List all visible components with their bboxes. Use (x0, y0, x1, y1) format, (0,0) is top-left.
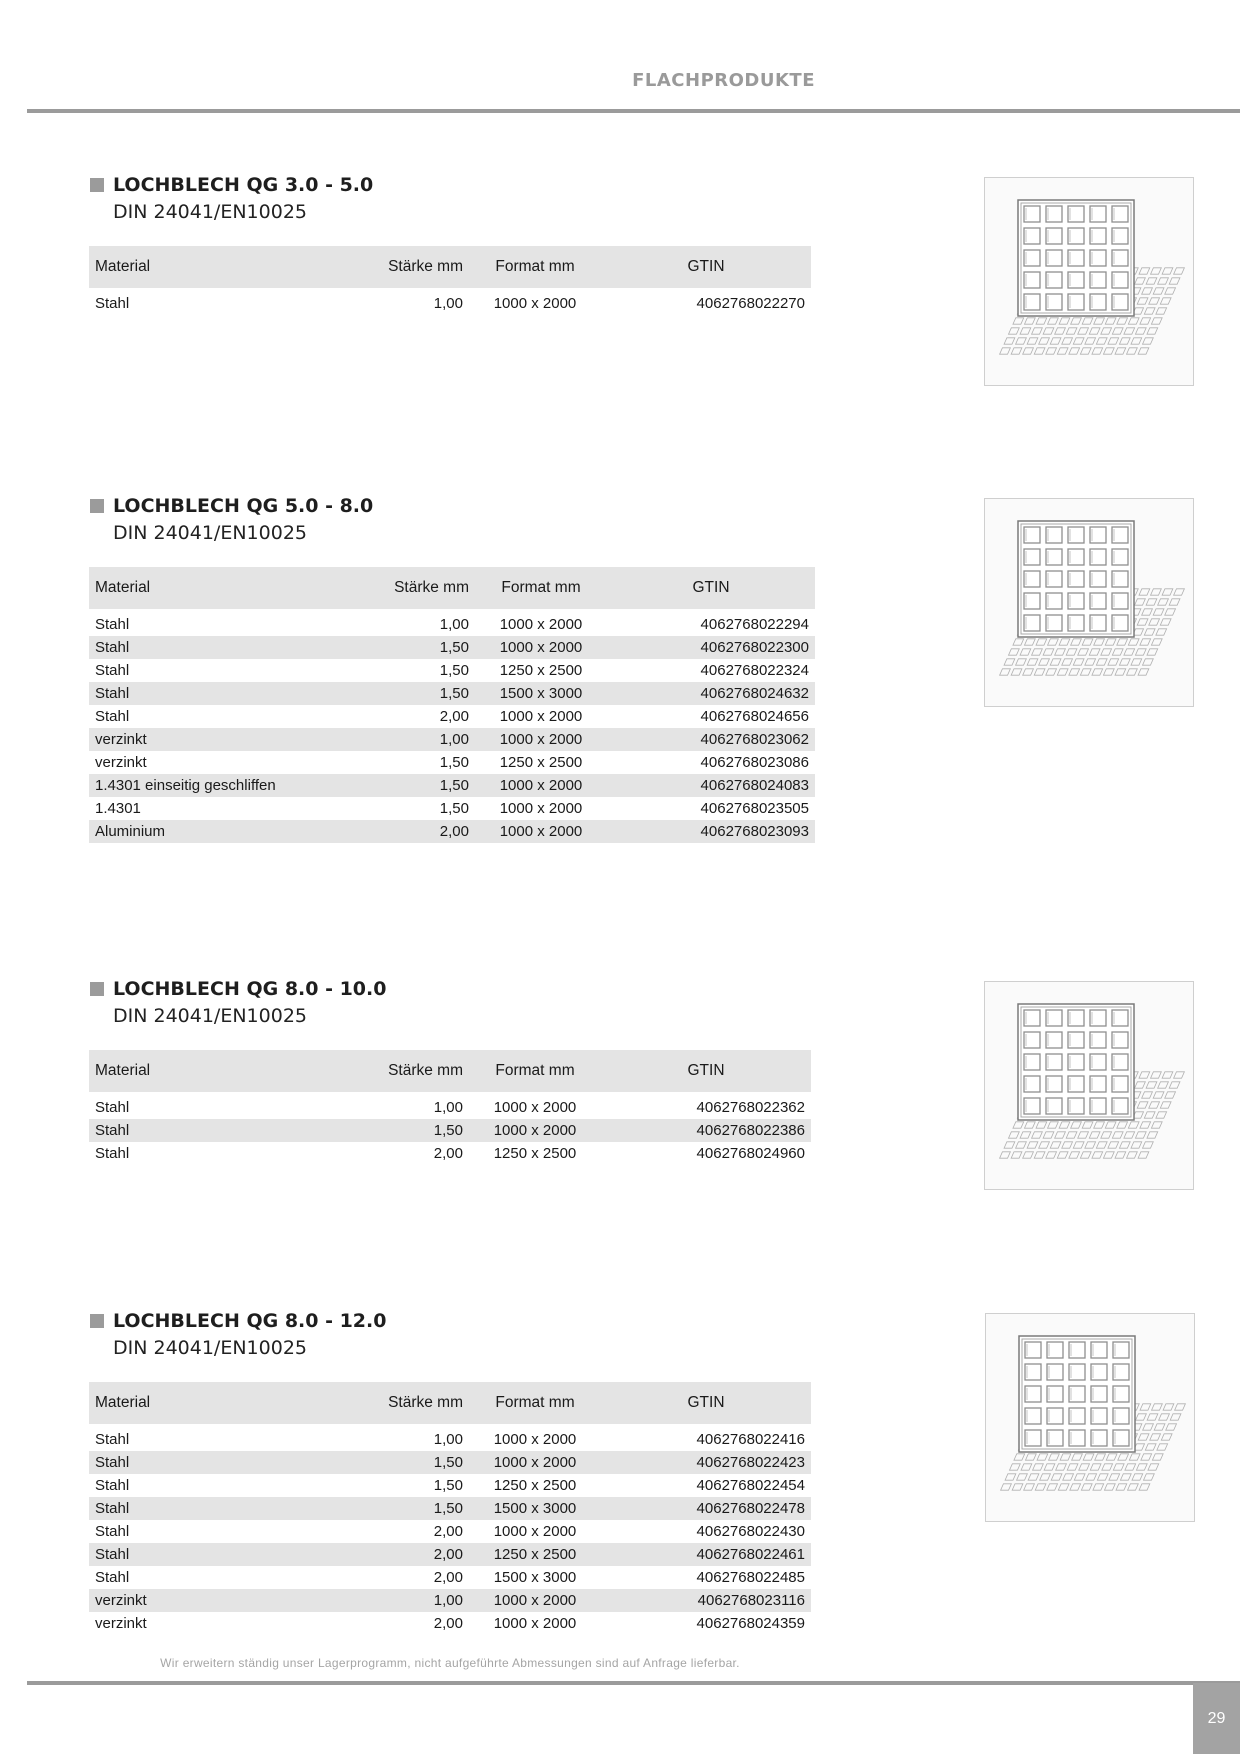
cell-gtin: 4062768022416 (696, 1431, 805, 1448)
cell-gtin: 4062768022324 (700, 662, 809, 679)
cell-material: verzinkt (89, 1589, 351, 1612)
cell-format: 1250 x 2500 (499, 662, 583, 679)
column-header-material: Material (89, 567, 357, 609)
product-table (89, 1050, 811, 1165)
header-divider (27, 109, 1240, 113)
table-row (89, 1612, 811, 1635)
cell-format: 1500 x 3000 (493, 1569, 577, 1586)
footer-note: Wir erweitern ständig unser Lagerprogramm, nicht aufgeführte Abmessungen sind auf Anfrage lieferbar. (160, 1656, 740, 1670)
cell-gtin: 4062768022430 (696, 1523, 805, 1540)
cell-gtin: 4062768023062 (607, 728, 815, 751)
cell-staerke: 1,50 (357, 682, 475, 705)
table-row (89, 1589, 811, 1612)
table-row (89, 1474, 811, 1497)
column-header-format: Format mm (469, 1050, 601, 1092)
cell-gtin: 4062768022362 (696, 1099, 805, 1116)
cell-staerke: 1,00 (351, 1589, 469, 1612)
table-row (89, 1451, 811, 1474)
cell-gtin: 4062768022300 (607, 636, 815, 659)
cell-staerke: 1,00 (433, 1099, 463, 1116)
table-row (89, 705, 815, 728)
section-title: LOCHBLECH QG 3.0 - 5.0 (113, 174, 374, 196)
cell-material: Stahl (89, 1543, 351, 1566)
cell-gtin: 4062768022461 (601, 1543, 811, 1566)
cell-gtin: 4062768024656 (700, 708, 809, 725)
cell-staerke: 1,50 (357, 774, 475, 797)
column-header-material: Material (89, 246, 351, 288)
cell-format: 1000 x 2000 (475, 728, 607, 751)
table-row (89, 1543, 811, 1566)
cell-staerke: 1,50 (439, 754, 469, 771)
cell-material: Stahl (95, 1523, 130, 1540)
table-row (89, 292, 811, 315)
cell-format: 1500 x 3000 (469, 1497, 601, 1520)
product-table (89, 246, 811, 315)
perforated-sheet-icon (985, 982, 1193, 1189)
cell-gtin: 4062768023093 (607, 820, 815, 843)
cell-gtin: 4062768022423 (601, 1451, 811, 1474)
table-row (89, 820, 815, 843)
table-row (89, 659, 815, 682)
cell-format: 1000 x 2000 (475, 820, 607, 843)
cell-gtin: 4062768022270 (696, 295, 805, 312)
perforated-sheet-icon (985, 178, 1193, 385)
cell-gtin: 4062768024632 (607, 682, 815, 705)
column-header-material: Material (89, 1382, 351, 1424)
column-header-format: Format mm (475, 567, 607, 609)
table-row (89, 1520, 811, 1543)
cell-staerke: 1,50 (351, 1451, 469, 1474)
section-standard: DIN 24041/EN10025 (113, 522, 307, 544)
product-table (89, 567, 815, 843)
cell-gtin: 4062768024960 (696, 1145, 805, 1162)
table-row (89, 1497, 811, 1520)
cell-format: 1250 x 2500 (493, 1477, 577, 1494)
table-row (89, 613, 815, 636)
footer-divider (27, 1681, 1240, 1685)
cell-staerke: 2,00 (433, 1145, 463, 1162)
cell-staerke: 1,00 (433, 1431, 463, 1448)
column-header-staerke: Stärke mm (357, 567, 475, 609)
cell-material: verzinkt (89, 728, 357, 751)
cell-format: 1000 x 2000 (475, 636, 607, 659)
table-row (89, 636, 815, 659)
cell-material: Stahl (95, 708, 130, 725)
cell-staerke: 1,00 (433, 295, 463, 312)
cell-material: Stahl (89, 1119, 351, 1142)
table-header-row (89, 1382, 811, 1424)
table-row (89, 1142, 811, 1165)
cell-staerke: 1,50 (433, 1477, 463, 1494)
cell-material: 1.4301 einseitig geschliffen (89, 774, 357, 797)
table-body (89, 609, 815, 843)
cell-material: Aluminium (89, 820, 357, 843)
cell-format: 1000 x 2000 (493, 1431, 577, 1448)
cell-format: 1250 x 2500 (469, 1543, 601, 1566)
table-row (89, 1119, 811, 1142)
cell-staerke: 2,00 (439, 708, 469, 725)
column-header-format: Format mm (469, 246, 601, 288)
column-header-gtin: GTIN (601, 1382, 811, 1424)
column-header-staerke: Stärke mm (351, 246, 469, 288)
cell-material: Stahl (95, 1431, 130, 1448)
perforated-sheet-icon (986, 1314, 1194, 1521)
cell-staerke: 2,00 (433, 1615, 463, 1632)
cell-format: 1000 x 2000 (493, 295, 577, 312)
cell-material: Stahl (95, 662, 130, 679)
cell-format: 1000 x 2000 (469, 1119, 601, 1142)
table-header-row (89, 1050, 811, 1092)
cell-material: Stahl (95, 295, 130, 312)
cell-format: 1000 x 2000 (493, 1523, 577, 1540)
cell-format: 1000 x 2000 (499, 708, 583, 725)
cell-format: 1000 x 2000 (469, 1589, 601, 1612)
cell-material: verzinkt (95, 1615, 147, 1632)
cell-staerke: 1,50 (439, 800, 469, 817)
cell-material: Stahl (95, 1145, 130, 1162)
cell-material: Stahl (89, 682, 357, 705)
cell-staerke: 2,00 (433, 1523, 463, 1540)
product-image (984, 981, 1194, 1190)
table-row (89, 751, 815, 774)
table-header-row (89, 567, 815, 609)
section-standard: DIN 24041/EN10025 (113, 1005, 307, 1027)
cell-format: 1000 x 2000 (499, 800, 583, 817)
cell-material: Stahl (95, 1569, 130, 1586)
table-row (89, 1428, 811, 1451)
cell-format: 1000 x 2000 (469, 1451, 601, 1474)
cell-staerke: 1,50 (351, 1497, 469, 1520)
cell-material: Stahl (95, 616, 130, 633)
cell-format: 1000 x 2000 (475, 774, 607, 797)
cell-material: Stahl (89, 1497, 351, 1520)
cell-format: 1000 x 2000 (499, 616, 583, 633)
table-header-row (89, 246, 811, 288)
column-header-staerke: Stärke mm (351, 1050, 469, 1092)
table-body (89, 1092, 811, 1165)
square-bullet-icon (90, 499, 104, 513)
cell-gtin: 4062768023505 (700, 800, 809, 817)
cell-material: verzinkt (95, 754, 147, 771)
cell-staerke: 1,00 (357, 728, 475, 751)
cell-staerke: 2,00 (351, 1543, 469, 1566)
cell-staerke: 1,00 (439, 616, 469, 633)
cell-format: 1500 x 3000 (475, 682, 607, 705)
table-row (89, 728, 815, 751)
page-header: FLACHPRODUKTE (632, 70, 815, 91)
product-image (985, 1313, 1195, 1522)
section-title: LOCHBLECH QG 8.0 - 12.0 (113, 1310, 387, 1332)
column-header-material: Material (89, 1050, 351, 1092)
cell-format: 1000 x 2000 (493, 1615, 577, 1632)
product-image (984, 177, 1194, 386)
cell-format: 1250 x 2500 (493, 1145, 577, 1162)
cell-format: 1250 x 2500 (499, 754, 583, 771)
table-body (89, 288, 811, 315)
page-number: 29 (1193, 1683, 1240, 1754)
cell-material: Stahl (95, 1099, 130, 1116)
cell-gtin: 4062768022485 (696, 1569, 805, 1586)
cell-staerke: 2,00 (433, 1569, 463, 1586)
cell-material: Stahl (95, 1477, 130, 1494)
table-row (89, 1096, 811, 1119)
cell-staerke: 2,00 (357, 820, 475, 843)
square-bullet-icon (90, 178, 104, 192)
cell-gtin: 4062768023116 (601, 1589, 811, 1612)
column-header-format: Format mm (469, 1382, 601, 1424)
cell-material: Stahl (89, 636, 357, 659)
square-bullet-icon (90, 1314, 104, 1328)
column-header-gtin: GTIN (607, 567, 815, 609)
cell-gtin: 4062768024083 (607, 774, 815, 797)
table-row (89, 797, 815, 820)
table-row (89, 682, 815, 705)
square-bullet-icon (90, 982, 104, 996)
cell-material: Stahl (89, 1451, 351, 1474)
cell-staerke: 1,50 (351, 1119, 469, 1142)
cell-format: 1000 x 2000 (493, 1099, 577, 1116)
cell-staerke: 1,50 (357, 636, 475, 659)
cell-gtin: 4062768022454 (696, 1477, 805, 1494)
cell-gtin: 4062768022294 (700, 616, 809, 633)
column-header-gtin: GTIN (601, 1050, 811, 1092)
section-standard: DIN 24041/EN10025 (113, 1337, 307, 1359)
section-title: LOCHBLECH QG 8.0 - 10.0 (113, 978, 387, 1000)
cell-gtin: 4062768022478 (601, 1497, 811, 1520)
cell-staerke: 1,50 (439, 662, 469, 679)
column-header-staerke: Stärke mm (351, 1382, 469, 1424)
product-table (89, 1382, 811, 1635)
table-row (89, 1566, 811, 1589)
table-body (89, 1424, 811, 1635)
table-row (89, 774, 815, 797)
cell-gtin: 4062768023086 (700, 754, 809, 771)
cell-material: 1.4301 (95, 800, 141, 817)
section-title: LOCHBLECH QG 5.0 - 8.0 (113, 495, 374, 517)
cell-gtin: 4062768022386 (601, 1119, 811, 1142)
product-image (984, 498, 1194, 707)
perforated-sheet-icon (985, 499, 1193, 706)
column-header-gtin: GTIN (601, 246, 811, 288)
cell-gtin: 4062768024359 (696, 1615, 805, 1632)
section-standard: DIN 24041/EN10025 (113, 201, 307, 223)
